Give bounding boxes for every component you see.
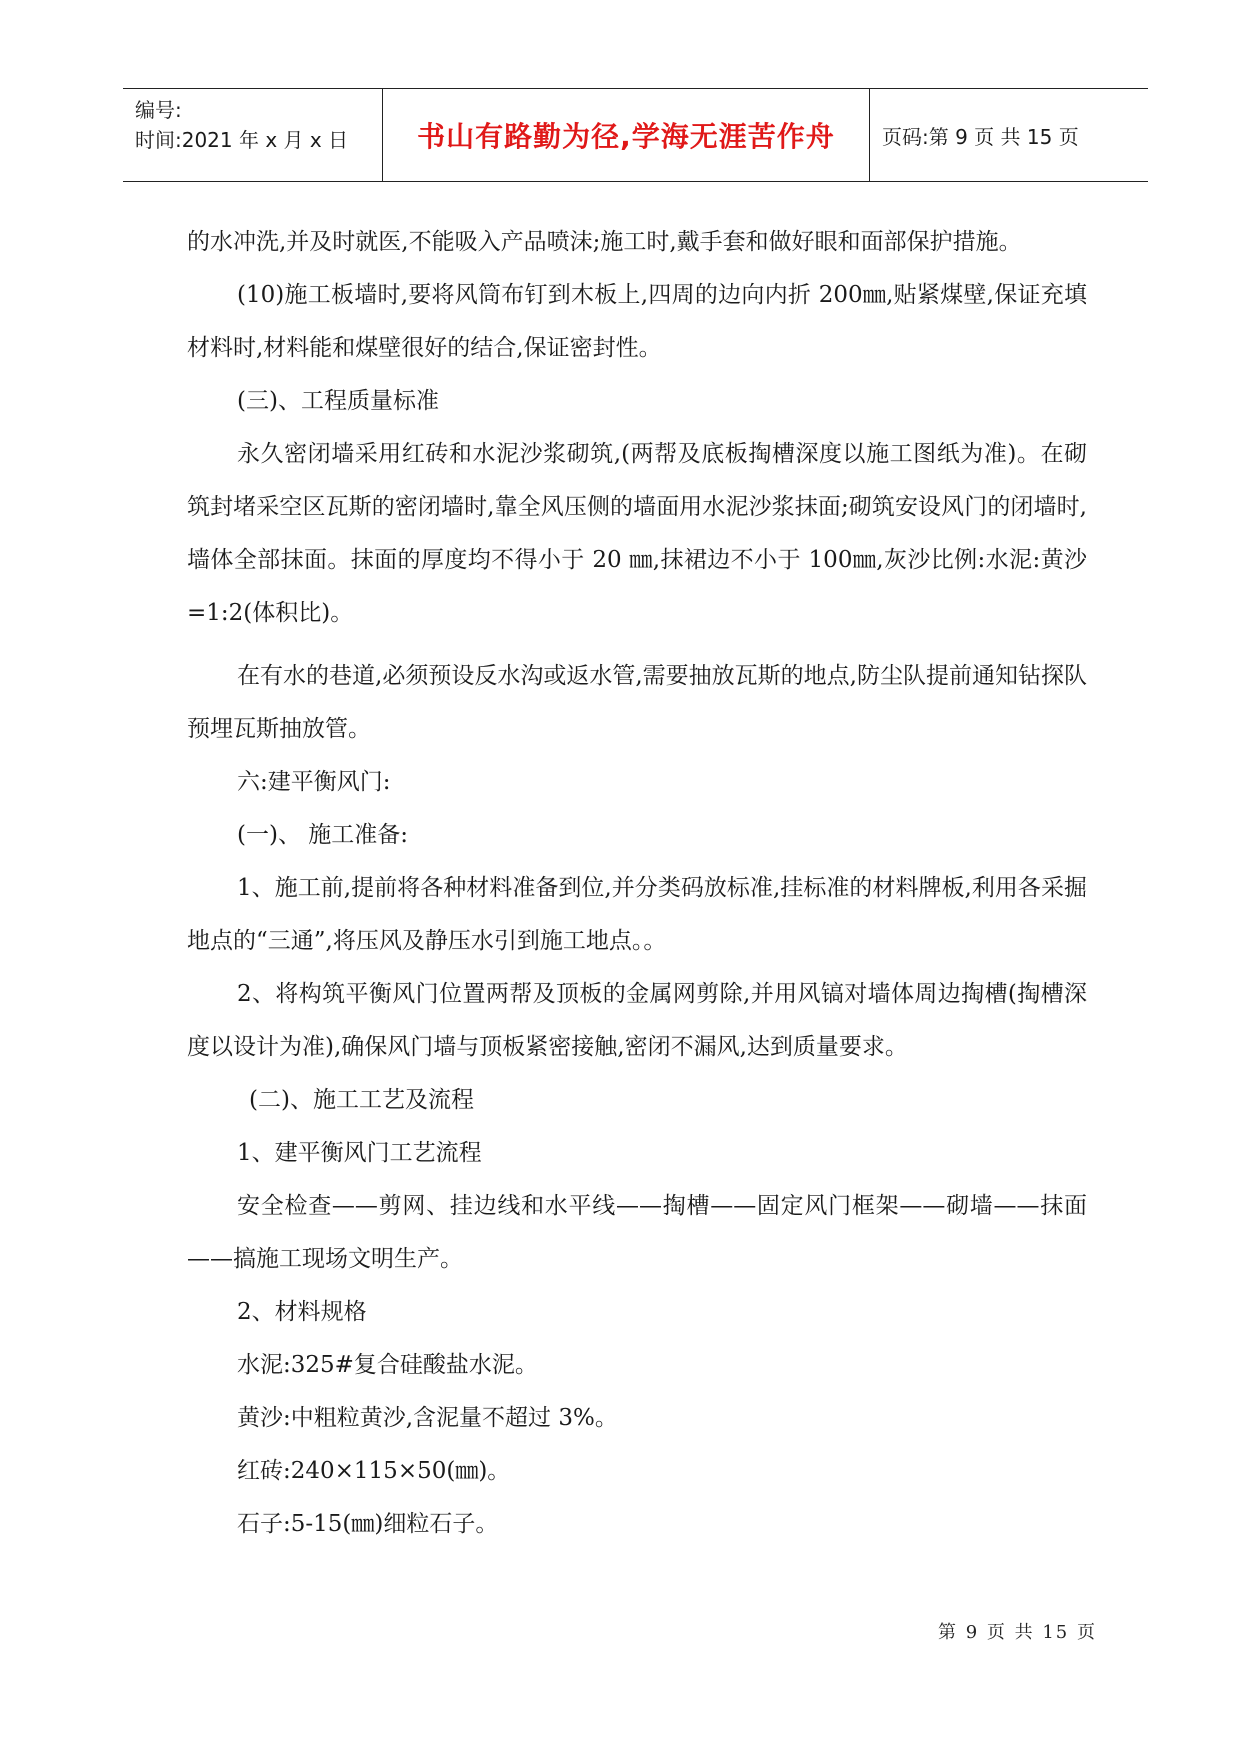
paragraph-prep-step-1: 1、施工前,提前将各种材料准备到位,并分类码放标准,挂标准的材料牌板,利用各采掘地点的“三通”,将压风及静压水引到施工地点。。 [187, 875, 1087, 954]
header-motto: 书山有路勤为径,学海无涯苦作舟 [383, 89, 870, 181]
paragraph-quality-standard: 永久密闭墙采用红砖和水泥沙浆砌筑,(两帮及底板掏槽深度以施工图纸为准)。在砌筑封堵采空区瓦斯的密闭墙时,靠全风压侧的墙面用水泥沙浆抹面;砌筑安设风门的闭墙时,墙体全部抹面。抹面的厚度均不得小于 20 ㎜,抹裙边不小于 100㎜,灰沙比例:水泥:黄沙=1:2(体积比)。 [187, 441, 1087, 626]
subheading-material-spec: 2、材料规格 [237, 1299, 367, 1325]
header-page-label: 页码:第 9 页 共 15 页 [882, 124, 1079, 149]
paragraph-item-10: (10)施工板墙时,要将风筒布钉到木板上,四周的边向内折 200㎜,贴紧煤壁,保证充填材料时,材料能和煤壁很好的结合,保证密封性。 [187, 282, 1087, 361]
number-label: 编号: [135, 98, 182, 122]
section-heading-process: (二)、施工工艺及流程 [249, 1087, 474, 1113]
paragraph-prep-step-2: 2、将构筑平衡风门位置两帮及顶板的金属网剪除,并用风镐对墙体周边掏槽(掏槽深度以设计为准),确保风门墙与顶板紧密接触,密闭不漏风,达到质量要求。 [187, 981, 1087, 1060]
spec-brick: 红砖:240×115×50(㎜)。 [237, 1458, 511, 1484]
spec-sand: 黄沙:中粗粒黄沙,含泥量不超过 3%。 [237, 1405, 618, 1431]
subheading-process-flow: 1、建平衡风门工艺流程 [237, 1140, 482, 1166]
header-info-cell [123, 89, 383, 181]
paragraph-water-drainage: 在有水的巷道,必须预设反水沟或返水管,需要抽放瓦斯的地点,防尘队提前通知钻探队预埋瓦斯抽放管。 [187, 663, 1087, 742]
section-heading-preparation: (一)、 施工准备: [237, 822, 409, 848]
date-label: 时间:2021 年 x 月 x 日 [135, 128, 349, 152]
document-body [187, 216, 1087, 1551]
paragraph-continuation: 的水冲洗,并及时就医,不能吸入产品喷沫;施工时,戴手套和做好眼和面部保护措施。 [187, 229, 1022, 255]
section-heading-balance-door: 六:建平衡风门: [237, 769, 391, 795]
spec-cement: 水泥:325#复合硅酸盐水泥。 [237, 1352, 538, 1378]
section-heading-quality: (三)、工程质量标准 [237, 388, 439, 414]
spec-gravel: 石子:5-15(㎜)细粒石子。 [237, 1511, 499, 1537]
page-footer: 第 9 页 共 15 页 [938, 1622, 1097, 1643]
page-header [123, 88, 1148, 182]
paragraph-process-flow: 安全检查——剪网、挂边线和水平线——掏槽——固定风门框架——砌墙——抹面——搞施工现场文明生产。 [187, 1193, 1087, 1272]
